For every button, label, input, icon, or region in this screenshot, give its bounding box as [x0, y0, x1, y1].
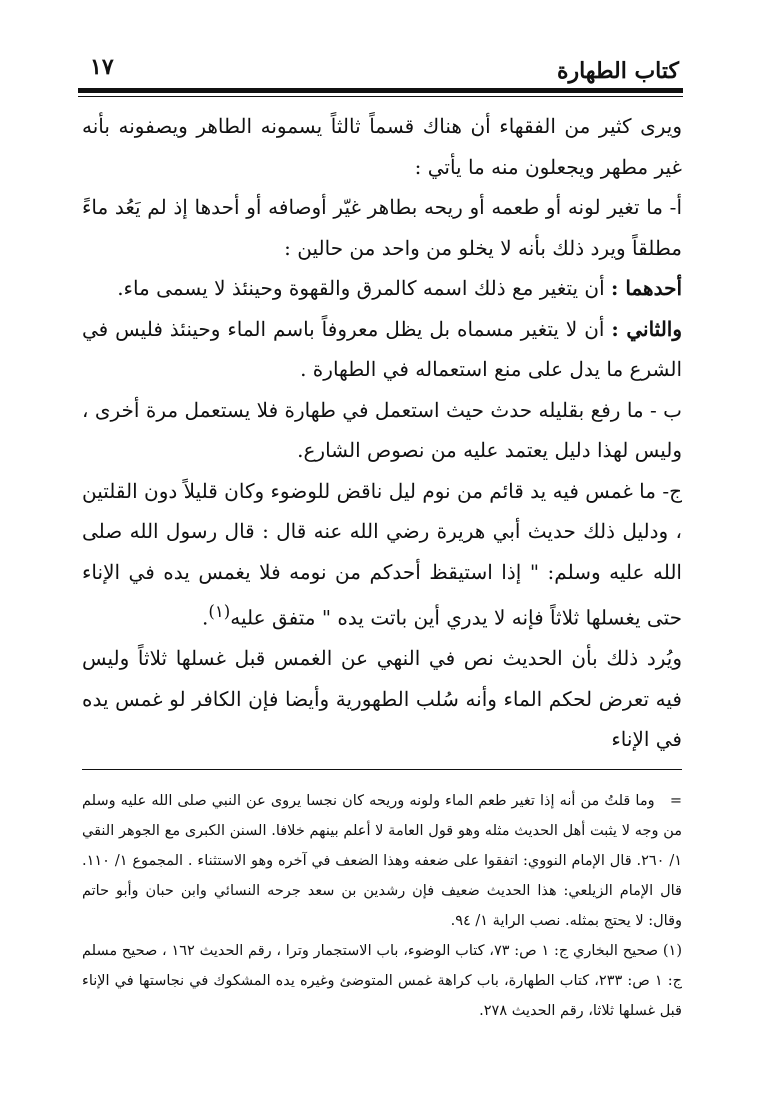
footnote-1 — [82, 936, 682, 1026]
footnote-reference: (١) — [208, 602, 231, 621]
main-text — [82, 106, 682, 760]
page-header — [78, 52, 683, 92]
book-title: كتاب الطهارة — [556, 58, 679, 84]
paragraph-a: أ- ما تغير لونه أو طعمه أو ريحه بطاهر غيّر أوصافه أو أحدها إذ لم يَعُد ماءً مطلقاً ويرد ذلك بأنه لا يخلو من واحد من حالين : — [82, 195, 682, 260]
footnotes — [82, 786, 682, 1026]
footnote-1-text: صحيح البخاري ج: ١ ص: ٧٣، كتاب الوضوء، باب الاستجمار وترا ، رقم الحديث ١٦٢ ، صحيح مسلم ج: ١ ص: ٢٣٣، كتاب الطهارة، باب كراهة غمس المتوضئ وغيره يده المشكوك في نجاستها في الإناء قبل غسلها ثلاثا، رقم الحديث ٢٧٨. — [82, 943, 683, 1019]
second-case-text: أن لا يتغير مسماه بل يظل معروفاً باسم الماء وحينئذ فليس في الشرع ما يدل على منع استعماله في الطهارة . — [82, 316, 682, 381]
footnote-continued — [82, 786, 682, 936]
footnote-continued-text: وما قلتُ من أنه إذا تغير طعم الماء ولونه وريحه كان نجسا يروى عن النبي صلى الله عليه وسلم من وجه لا يثبت أهل الحديث مثله وهو قول العامة لا أعلم بينهم خلافا. السنن الكبرى مع الجوهر النقي ١/ ٢٦٠. قال الإمام النووي: اتفقوا على ضعفه وهذا الضعف في آخره وهو الاستثناء . المجموع ١/ ١١٠. قال الإمام الزيلعي: هذا الحديث ضعيف فإن رشدين بن سعد جرحه النسائي وابن حبان وأبو حاتم وقال: لا يحتج بمثله. نصب الراية ١/ ٩٤. — [82, 793, 682, 929]
paragraph-b: ب - ما رفع بقليله حدث حيث استعمل في طهارة فلا يستعمل مرة أخرى ، وليس لهذا دليل يعتمد عليه من نصوص الشارع. — [82, 397, 682, 462]
footnote-1-mark: (١) — [662, 943, 683, 959]
paragraph-rebuttal: ويُرد ذلك بأن الحديث نص في النهي عن الغمس قبل غسلها ثلاثاً وليس فيه تعرض لحكم الماء وأنه سُلب الطهورية وأيضا فإن الكافر لو غمس يده في الإناء — [82, 646, 682, 752]
first-case-text: أن يتغير مع ذلك اسمه كالمرق والقهوة وحينئذ لا يسمى ماء. — [117, 276, 612, 300]
page-number: ١٧ — [90, 54, 114, 80]
footnote-separator — [82, 769, 682, 770]
paragraph-c-end: . — [201, 605, 209, 630]
header-rule-thick — [78, 88, 683, 93]
continuation-mark: = — [669, 793, 682, 809]
paragraph-intro: ويرى كثير من الفقهاء أن هناك قسماً ثالثاً يسمونه الطاهر ويصفونه بأنه غير مطهر ويجعلون منه ما يأتي : — [82, 114, 682, 179]
paragraph-c-text: ج- ما غمس فيه يد قائم من نوم ليل ناقض للوضوء وكان قليلاً دون القلتين ، ودليل ذلك حديث أبي هريرة رضي الله عنه قال : قال رسول الله صلى الله عليه وسلم: " إذا استيقظ أحدكم من نومه فلا يغمس يده في الإناء حتى يغسلها ثلاثاً فإنه لا يدري أين باتت يده " متفق عليه — [82, 478, 682, 630]
paragraph-second-case — [82, 309, 682, 390]
header-rule-thin — [78, 96, 683, 97]
term-second: والثاني : — [611, 316, 683, 341]
paragraph-c — [82, 471, 682, 639]
term-first: أحدهما : — [611, 276, 682, 300]
paragraph-first-case — [82, 268, 682, 309]
